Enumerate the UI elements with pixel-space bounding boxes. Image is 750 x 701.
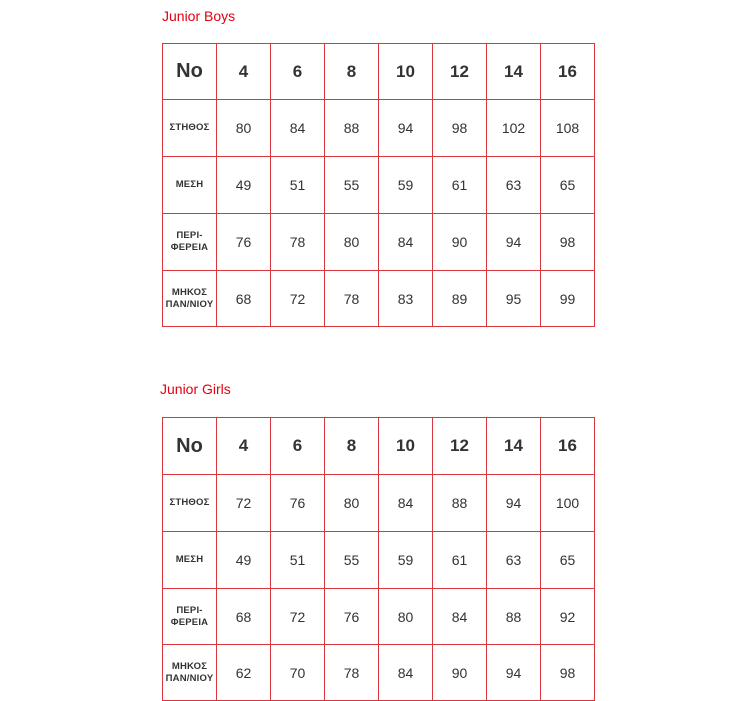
- section-title-junior-boys: Junior Boys: [162, 8, 236, 24]
- table-cell: 88: [325, 100, 379, 157]
- table-cell: 63: [487, 532, 541, 589]
- table-row-trouser-length: [163, 271, 595, 327]
- table-cell: 90: [433, 645, 487, 701]
- table-cell: 94: [487, 475, 541, 532]
- table-cell: 78: [325, 271, 379, 327]
- table-cell: 94: [379, 100, 433, 157]
- table-cell: 76: [325, 589, 379, 645]
- table-cell: 94: [487, 645, 541, 701]
- table-row-waist: [163, 157, 595, 214]
- table-cell: 78: [325, 645, 379, 701]
- table-row-waist: [163, 532, 595, 589]
- table-cell: 100: [541, 475, 595, 532]
- table-cell: 59: [379, 532, 433, 589]
- table-cell: 99: [541, 271, 595, 327]
- header-cell-size: 6: [271, 44, 325, 100]
- table-cell: 61: [433, 157, 487, 214]
- table-cell: 80: [325, 214, 379, 271]
- header-cell-size: 8: [325, 44, 379, 100]
- table-cell: 51: [271, 532, 325, 589]
- header-cell-size: 16: [541, 418, 595, 475]
- table-cell: 98: [433, 100, 487, 157]
- table-cell: 80: [379, 589, 433, 645]
- table-cell: 88: [487, 589, 541, 645]
- table-row-chest: [163, 100, 595, 157]
- table-cell: 59: [379, 157, 433, 214]
- row-label-chest: ΣΤΗΘΟΣ: [163, 475, 217, 532]
- row-label-chest: ΣΤΗΘΟΣ: [163, 100, 217, 157]
- header-cell-size: 4: [217, 418, 271, 475]
- table-cell: 84: [433, 589, 487, 645]
- table-cell: 98: [541, 214, 595, 271]
- table-cell: 84: [379, 475, 433, 532]
- row-label-waist: ΜΕΣΗ: [163, 157, 217, 214]
- section-title-junior-girls: Junior Girls: [160, 381, 231, 397]
- size-table-junior-girls: [162, 417, 595, 701]
- table-cell: 90: [433, 214, 487, 271]
- table-cell: 95: [487, 271, 541, 327]
- table-cell: 92: [541, 589, 595, 645]
- header-cell-size: 12: [433, 418, 487, 475]
- table-cell: 102: [487, 100, 541, 157]
- table-cell: 49: [217, 532, 271, 589]
- table-cell: 108: [541, 100, 595, 157]
- table-cell: 49: [217, 157, 271, 214]
- header-cell-size: 8: [325, 418, 379, 475]
- header-cell-size: 10: [379, 418, 433, 475]
- row-label-circumference: ΠΕΡΙ- ΦΕΡΕΙΑ: [163, 589, 217, 645]
- header-cell-size: 12: [433, 44, 487, 100]
- table-cell: 80: [217, 100, 271, 157]
- row-label-trouser-length: ΜΗΚΟΣ ΠΑΝ/ΝΙΟΥ: [163, 271, 217, 327]
- table-cell: 63: [487, 157, 541, 214]
- table-cell: 65: [541, 157, 595, 214]
- table-cell: 84: [271, 100, 325, 157]
- table-cell: 72: [217, 475, 271, 532]
- header-cell-size: 10: [379, 44, 433, 100]
- table-cell: 70: [271, 645, 325, 701]
- table-header-row: [163, 418, 595, 475]
- table-cell: 72: [271, 589, 325, 645]
- table-cell: 61: [433, 532, 487, 589]
- table-cell: 98: [541, 645, 595, 701]
- header-cell-size: 14: [487, 44, 541, 100]
- table-cell: 84: [379, 645, 433, 701]
- table-cell: 76: [271, 475, 325, 532]
- table-cell: 80: [325, 475, 379, 532]
- row-label-waist: ΜΕΣΗ: [163, 532, 217, 589]
- table-cell: 88: [433, 475, 487, 532]
- table-cell: 89: [433, 271, 487, 327]
- header-cell-no: No: [163, 418, 217, 475]
- table-cell: 78: [271, 214, 325, 271]
- table-cell: 68: [217, 271, 271, 327]
- table-row-chest: [163, 475, 595, 532]
- table-cell: 72: [271, 271, 325, 327]
- table-cell: 76: [217, 214, 271, 271]
- size-table-junior-boys: [162, 43, 595, 327]
- table-cell: 83: [379, 271, 433, 327]
- table-header-row: [163, 44, 595, 100]
- table-cell: 55: [325, 157, 379, 214]
- table-row-trouser-length: [163, 645, 595, 701]
- table-row-circumference: [163, 214, 595, 271]
- header-cell-size: 16: [541, 44, 595, 100]
- table-cell: 94: [487, 214, 541, 271]
- table-cell: 84: [379, 214, 433, 271]
- table-cell: 62: [217, 645, 271, 701]
- row-label-trouser-length: ΜΗΚΟΣ ΠΑΝ/ΝΙΟΥ: [163, 645, 217, 701]
- header-cell-size: 6: [271, 418, 325, 475]
- table-row-circumference: [163, 589, 595, 645]
- table-cell: 65: [541, 532, 595, 589]
- header-cell-size: 4: [217, 44, 271, 100]
- header-cell-size: 14: [487, 418, 541, 475]
- table-cell: 68: [217, 589, 271, 645]
- row-label-circumference: ΠΕΡΙ- ΦΕΡΕΙΑ: [163, 214, 217, 271]
- table-cell: 55: [325, 532, 379, 589]
- table-cell: 51: [271, 157, 325, 214]
- header-cell-no: No: [163, 44, 217, 100]
